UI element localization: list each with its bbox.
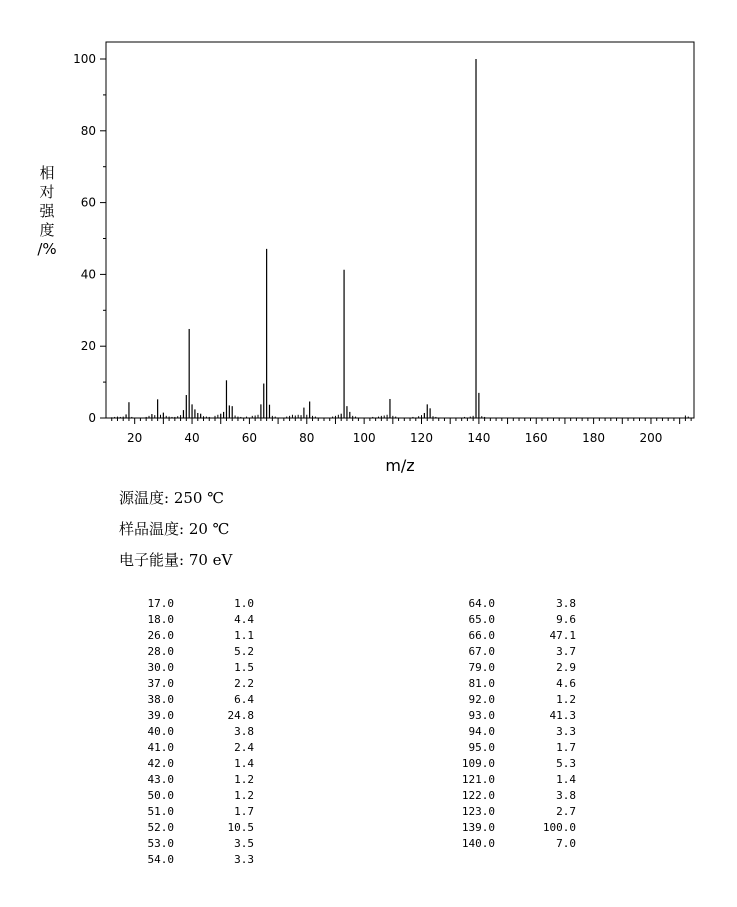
peak-mz: 53.0	[147, 837, 174, 850]
peak-abundance: 5.3	[556, 757, 576, 770]
peak-abundance: 3.3	[556, 725, 576, 738]
y-axis-title-char: 对	[39, 183, 55, 201]
peak-mz: 67.0	[468, 645, 495, 658]
peak-row	[440, 788, 576, 804]
peak-row	[440, 612, 576, 628]
y-axis-title-char: /%	[37, 240, 57, 258]
source-temperature: 源温度: 250 ℃	[119, 489, 225, 507]
peak-mz: 40.0	[147, 725, 174, 738]
peak-mz: 66.0	[468, 629, 495, 642]
peak-row	[440, 740, 576, 756]
peak-mz: 64.0	[468, 597, 495, 610]
peak-row	[120, 660, 254, 676]
peak-mz: 17.0	[147, 597, 174, 610]
peak-abundance: 2.4	[234, 741, 254, 754]
y-tick-label: 40	[80, 267, 96, 282]
y-axis-title-char: 度	[39, 221, 55, 239]
peak-abundance: 4.6	[556, 677, 576, 690]
peak-row	[440, 628, 576, 644]
peak-mz: 50.0	[147, 789, 174, 802]
peak-mz: 52.0	[147, 821, 174, 834]
peak-mz: 43.0	[147, 773, 174, 786]
peak-abundance: 3.7	[556, 645, 576, 658]
peak-mz: 95.0	[468, 741, 495, 754]
peak-mz: 79.0	[468, 661, 495, 674]
peak-abundance: 1.2	[556, 693, 576, 706]
peak-abundance: 5.2	[234, 645, 254, 658]
peak-abundance: 1.7	[556, 741, 576, 754]
peak-abundance: 100.0	[542, 821, 576, 834]
peak-row	[120, 676, 254, 692]
peak-mz: 42.0	[147, 757, 174, 770]
peak-row	[120, 708, 254, 724]
peak-abundance: 4.4	[234, 613, 254, 626]
peak-row	[120, 772, 254, 788]
peak-row	[440, 756, 576, 772]
peak-row	[440, 804, 576, 820]
y-tick-label: 20	[80, 339, 96, 354]
peak-mz: 30.0	[147, 661, 174, 674]
peak-row	[440, 772, 576, 788]
peak-abundance: 2.2	[234, 677, 254, 690]
y-tick-label: 100	[73, 52, 96, 66]
peak-mz: 93.0	[468, 709, 495, 722]
peak-mz: 122.0	[461, 789, 495, 802]
y-axis-title-char: 相	[39, 164, 55, 182]
peak-abundance: 9.6	[556, 613, 576, 626]
peak-abundance: 6.4	[234, 693, 254, 706]
peak-abundance: 1.7	[234, 805, 254, 818]
y-tick-label: 0	[88, 411, 96, 425]
peak-row	[120, 756, 254, 772]
peak-abundance: 2.9	[556, 661, 576, 674]
peak-abundance: 7.0	[556, 837, 576, 850]
peak-mz: 18.0	[147, 613, 174, 626]
peak-row	[120, 596, 254, 612]
x-axis-title: m/z	[385, 456, 415, 475]
peak-abundance: 2.7	[556, 805, 576, 818]
y-axis-title-char: 强	[39, 202, 55, 220]
peak-abundance: 1.0	[234, 597, 254, 610]
x-tick-label: 120	[410, 431, 433, 445]
peak-row	[120, 820, 254, 836]
peak-abundance: 24.8	[227, 709, 254, 722]
peak-abundance: 3.8	[234, 725, 254, 738]
peak-mz: 26.0	[147, 629, 174, 642]
peak-row	[440, 644, 576, 660]
peak-row	[440, 596, 576, 612]
peak-row	[120, 724, 254, 740]
y-axis-title	[37, 164, 57, 259]
y-tick-label: 60	[80, 195, 96, 210]
peak-mz: 121.0	[461, 773, 495, 786]
x-tick-label: 180	[582, 431, 606, 445]
x-tick-label: 160	[524, 431, 548, 445]
peak-mz: 28.0	[147, 645, 174, 658]
peak-mz: 140.0	[461, 837, 495, 850]
peak-mz: 92.0	[468, 693, 495, 706]
peak-mz: 109.0	[461, 757, 495, 770]
peak-abundance: 1.1	[234, 629, 254, 642]
peak-row	[120, 692, 254, 708]
peak-mz: 81.0	[468, 677, 495, 690]
peak-abundance: 47.1	[549, 629, 576, 642]
peak-mz: 94.0	[468, 725, 495, 738]
peak-abundance: 3.3	[234, 853, 254, 866]
x-tick-label: 40	[184, 431, 200, 445]
y-tick-label: 80	[80, 123, 96, 138]
plot-frame	[106, 42, 694, 418]
peak-mz: 38.0	[147, 693, 174, 706]
peak-abundance: 1.4	[556, 773, 576, 786]
x-tick-label: 140	[467, 431, 491, 445]
peak-row	[440, 820, 576, 836]
peak-list-right	[440, 596, 576, 852]
peak-row	[440, 660, 576, 676]
peak-row	[440, 836, 576, 852]
x-tick-label: 80	[299, 431, 315, 445]
sample-temperature: 样品温度: 20 ℃	[119, 520, 230, 538]
peak-mz: 65.0	[468, 613, 495, 626]
peak-row	[440, 724, 576, 740]
peak-abundance: 3.5	[234, 837, 254, 850]
peak-mz: 123.0	[461, 805, 495, 818]
peak-abundance: 3.8	[556, 789, 576, 802]
x-tick-label: 20	[127, 431, 143, 445]
peak-mz: 54.0	[147, 853, 174, 866]
x-tick-label: 200	[639, 431, 663, 445]
peak-abundance: 10.5	[227, 821, 254, 834]
peak-row	[120, 852, 254, 868]
peak-mz: 39.0	[147, 709, 174, 722]
peak-row	[120, 644, 254, 660]
peak-row	[120, 740, 254, 756]
peak-row	[120, 612, 254, 628]
x-tick-label: 100	[352, 431, 376, 445]
peak-row	[440, 676, 576, 692]
peak-abundance: 1.2	[234, 773, 254, 786]
peak-row	[120, 628, 254, 644]
peak-mz: 41.0	[147, 741, 174, 754]
peak-mz: 51.0	[147, 805, 174, 818]
peak-abundance: 1.5	[234, 661, 254, 674]
peak-abundance: 1.2	[234, 789, 254, 802]
peak-list-left	[120, 596, 254, 868]
peak-row	[120, 804, 254, 820]
peak-row	[120, 788, 254, 804]
peak-mz: 139.0	[461, 821, 495, 834]
electron-energy: 电子能量: 70 eV	[119, 551, 233, 569]
peak-abundance: 1.4	[234, 757, 254, 770]
peak-mz: 37.0	[147, 677, 174, 690]
peak-abundance: 41.3	[549, 709, 576, 722]
peak-row	[440, 708, 576, 724]
peak-row	[120, 836, 254, 852]
peak-abundance: 3.8	[556, 597, 576, 610]
x-tick-label: 60	[241, 431, 258, 445]
peak-row	[440, 692, 576, 708]
